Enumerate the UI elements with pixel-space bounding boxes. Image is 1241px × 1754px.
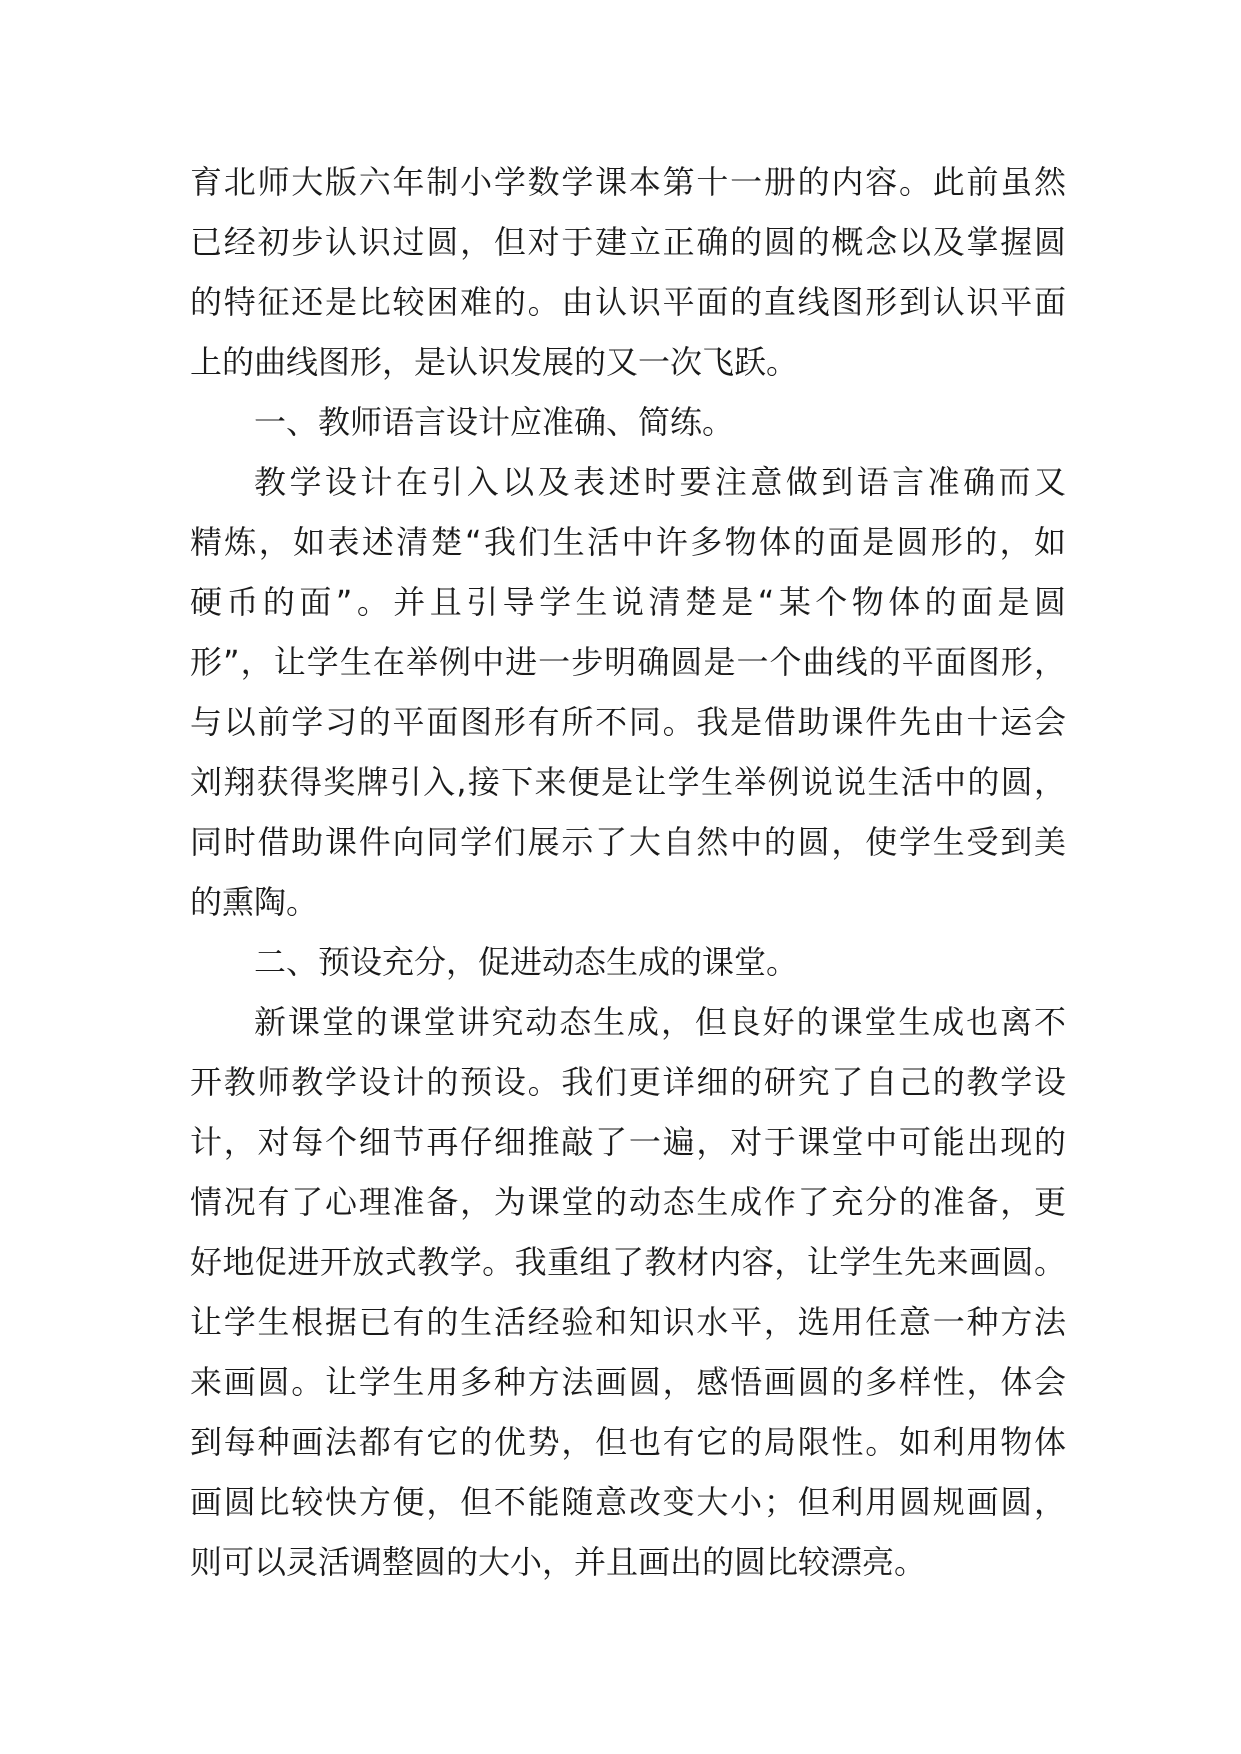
paragraph-first-line: 二、预设充分，促进动态生成的课堂。 <box>254 943 799 981</box>
text-line: 画圆比较快方便，但不能随意改变大小；但利用圆规画圆， <box>190 1483 1066 1521</box>
text-line: 来画圆。让学生用多种方法画圆，感悟画圆的多样性，体会 <box>190 1363 1066 1401</box>
text-line: 形”，让学生在举例中进一步明确圆是一个曲线的平面图形， <box>190 643 1066 681</box>
paragraph-first-line: 新课堂的课堂讲究动态生成，但良好的课堂生成也离不 <box>254 1003 1066 1041</box>
text-line: 的熏陶。 <box>190 883 319 921</box>
text-line: 开教师教学设计的预设。我们更详细的研究了自己的教学设 <box>190 1063 1066 1101</box>
paragraph-first-line: 一、教师语言设计应准确、简练。 <box>254 403 735 441</box>
text-line: 精炼，如表述清楚“我们生活中许多物体的面是圆形的，如 <box>190 523 1066 561</box>
text-line: 同时借助课件向同学们展示了大自然中的圆，使学生受到美 <box>190 823 1066 861</box>
text-line: 与以前学习的平面图形有所不同。我是借助课件先由十运会 <box>190 703 1066 741</box>
text-line: 情况有了心理准备，为课堂的动态生成作了充分的准备，更 <box>190 1183 1066 1221</box>
text-line: 的特征还是比较困难的。由认识平面的直线图形到认识平面 <box>190 283 1066 321</box>
text-line: 硬币的面”。并且引导学生说清楚是“某个物体的面是圆 <box>190 583 1066 621</box>
text-line: 刘翔获得奖牌引入,接下来便是让学生举例说说生活中的圆， <box>190 763 1066 801</box>
text-line: 计，对每个细节再仔细推敲了一遍，对于课堂中可能出现的 <box>190 1123 1066 1161</box>
text-line: 到每种画法都有它的优势，但也有它的局限性。如利用物体 <box>190 1423 1066 1461</box>
text-line: 育北师大版六年制小学数学课本第十一册的内容。此前虽然 <box>190 163 1066 201</box>
text-line: 则可以灵活调整圆的大小，并且画出的圆比较漂亮。 <box>190 1543 927 1581</box>
text-line: 已经初步认识过圆，但对于建立正确的圆的概念以及掌握圆 <box>190 223 1066 261</box>
text-line: 好地促进开放式教学。我重组了教材内容，让学生先来画圆。 <box>190 1243 1066 1281</box>
text-line: 让学生根据已有的生活经验和知识水平，选用任意一种方法 <box>190 1303 1066 1341</box>
text-line: 上的曲线图形，是认识发展的又一次飞跃。 <box>190 343 799 381</box>
document-body <box>190 152 1066 1592</box>
paragraph-first-line: 教学设计在引入以及表述时要注意做到语言准确而又 <box>254 463 1066 501</box>
